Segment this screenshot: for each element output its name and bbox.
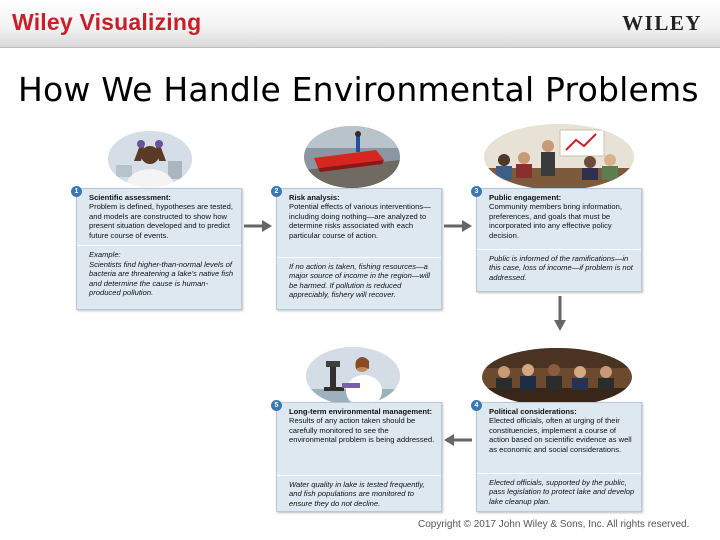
step-card-example [277, 257, 441, 304]
step-number-badge: 3 [471, 186, 482, 197]
step-card-description [77, 189, 241, 245]
step-number-badge: 2 [271, 186, 282, 197]
step-card-description [477, 189, 641, 249]
arrowhead-left [444, 434, 454, 446]
step-heading: Risk analysis: [289, 193, 340, 202]
slide-title: How We Handle Environmental Problems [18, 70, 699, 109]
step-example: Water quality in lake is tested frequently, and fish populations are monitored to ensure they do not decline. [289, 480, 425, 508]
series-title: Wiley Visualizing [12, 9, 202, 35]
step-heading: Long-term environmental management: [289, 407, 433, 416]
step-card-scientific-assessment [76, 188, 242, 310]
arrowhead-right [262, 220, 272, 232]
step-text: Potential effects of various interventions—including doing nothing—are analyzed to determine risks associated with each particular course of action. [289, 202, 431, 240]
microscope-scientist-photo [306, 347, 400, 405]
arrowhead-right [462, 220, 472, 232]
copyright-notice: Copyright © 2017 John Wiley & Sons, Inc. All rights reserved. [418, 519, 690, 530]
step-heading: Public engagement: [489, 193, 562, 202]
publisher-logo: WILEY [622, 11, 702, 35]
step-card-long-term-management [276, 402, 442, 512]
step-card-example [477, 249, 641, 286]
step-heading: Scientific assessment: [89, 193, 171, 202]
step-example: Public is informed of the ramifications—in this case, loss of income—if problem is not addressed. [489, 254, 633, 282]
step-text: Community members bring information, preferences, and goals that must be incorporated into any effective policy decision. [489, 202, 622, 240]
step-card-description [277, 403, 441, 475]
step-card-risk-analysis [276, 188, 442, 310]
step-number-badge: 4 [471, 400, 482, 411]
example-label: Example: [89, 250, 121, 260]
scientist-photo [108, 131, 192, 187]
step-number-badge: 1 [71, 186, 82, 197]
step-text: Problem is defined, hypotheses are tested, and models are constructed to show how present situation developed and to predict future course of events. [89, 202, 233, 240]
arrowhead-down [554, 320, 566, 331]
step-card-example [477, 473, 641, 510]
step-card-description [277, 189, 441, 257]
step-card-example [277, 475, 441, 512]
step-card-political-considerations [476, 402, 642, 512]
step-number-badge: 5 [271, 400, 282, 411]
step-text: Results of any action taken should be carefully monitored to see the environmental problem is being addressed. [289, 416, 435, 445]
elected-officials-photo [482, 348, 632, 406]
step-card-public-engagement [476, 188, 642, 292]
step-example: Elected officials, supported by the public, pass legislation to protect lake and develop lake cleanup plan. [489, 478, 635, 506]
step-text: Elected officials, often at urging of their constituencies, implement a course of action based on scientific evidence as well as economic and social considerations. [489, 416, 632, 454]
step-heading: Political considerations: [489, 407, 577, 416]
header-bar [0, 0, 720, 48]
step-card-example [77, 245, 241, 301]
fishing-boat-photo [304, 126, 400, 188]
step-example: If no action is taken, fishing resources—a major source of income in the region—will be harmed. If pollution is reduced appreciably, fishery will recover. [289, 262, 430, 300]
public-meeting-photo [484, 124, 634, 190]
step-example: Scientists find higher-than-normal levels of bacteria are threatening a lake's native fish and determine the cause is human-produced pollution. [89, 259, 234, 298]
step-card-description [477, 403, 641, 473]
